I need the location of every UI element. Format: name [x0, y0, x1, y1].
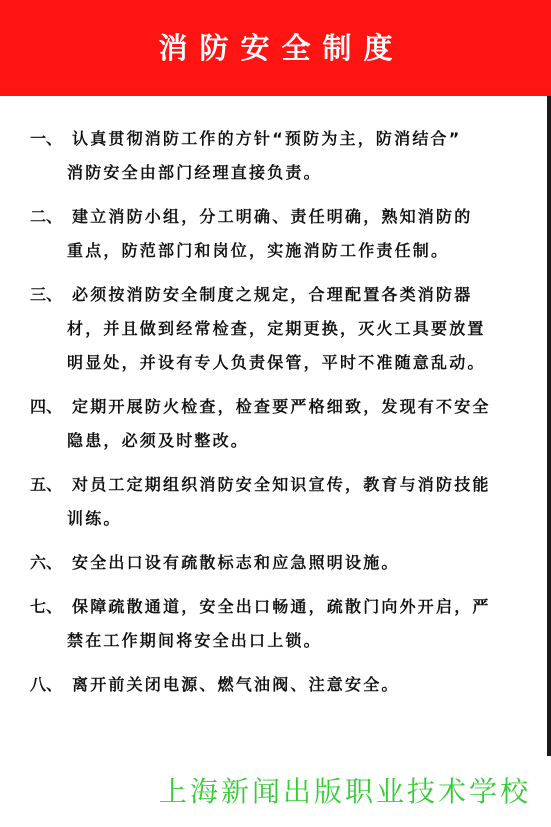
rule-item: [30, 390, 542, 458]
page-title: 消防安全制度: [158, 30, 405, 65]
rule-text: [72, 546, 542, 580]
rule-text: [67, 200, 542, 268]
rule-item: [30, 468, 542, 536]
rule-text: [67, 390, 542, 458]
rule-number: 三、: [30, 285, 63, 304]
rule-number: 七、: [30, 597, 63, 616]
rule-line: 重点，防范部门和岗位，实施消防工作责任制。: [67, 241, 450, 260]
rule-number: 六、: [30, 553, 63, 572]
rule-text: [67, 468, 542, 536]
rule-line: 消防安全由部门经理直接负责。: [67, 163, 322, 182]
rule-item: [30, 200, 542, 268]
rule-line: 训练。: [67, 509, 122, 528]
rule-number: 五、: [30, 475, 63, 494]
rule-item: [30, 122, 542, 190]
rule-line: 隐患，必须及时整改。: [67, 431, 250, 450]
rule-number: 四、: [30, 397, 63, 416]
rule-number: 二、: [30, 207, 63, 226]
rules-list: [30, 122, 542, 712]
rule-line: 定期开展防火检查，检查要严格细致，发现有不安全: [72, 397, 491, 416]
rule-line: 材，并且做到经常检查，定期更换，灭火工具要放置: [67, 319, 486, 338]
rule-text: [72, 668, 542, 702]
rule-line: 明显处，并设有专人负责保管，平时不准随意乱动。: [67, 353, 486, 372]
header-banner: [0, 0, 551, 96]
rule-item: [30, 590, 542, 658]
rule-line: 离开前关闭电源、燃气油阀、注意安全。: [72, 675, 400, 694]
rule-line: 必须按消防安全制度之规定，合理配置各类消防器: [72, 285, 473, 304]
rule-text: [67, 122, 542, 190]
rule-line: 保障疏散通道，安全出口畅通，疏散门向外开启，严: [72, 597, 491, 616]
rule-number: 一、: [30, 129, 63, 148]
rule-line: 认真贯彻消防工作的方针“预防为主，防消结合”: [72, 129, 462, 148]
school-name: 上海新闻出版职业技术学校: [158, 775, 531, 808]
right-border: [547, 96, 551, 756]
rule-item: [30, 668, 542, 702]
rule-text: [67, 590, 542, 658]
rule-item: [30, 278, 542, 380]
rule-line: 安全出口设有疏散标志和应急照明设施。: [72, 553, 400, 572]
rule-line: 建立消防小组，分工明确、责任明确，熟知消防的: [72, 207, 473, 226]
rule-item: [30, 546, 542, 580]
rule-text: [67, 278, 542, 380]
rule-line: 对员工定期组织消防安全知识宣传，教育与消防技能: [72, 475, 491, 494]
rule-number: 八、: [30, 675, 63, 694]
rule-line: 禁在工作期间将安全出口上锁。: [67, 631, 322, 650]
